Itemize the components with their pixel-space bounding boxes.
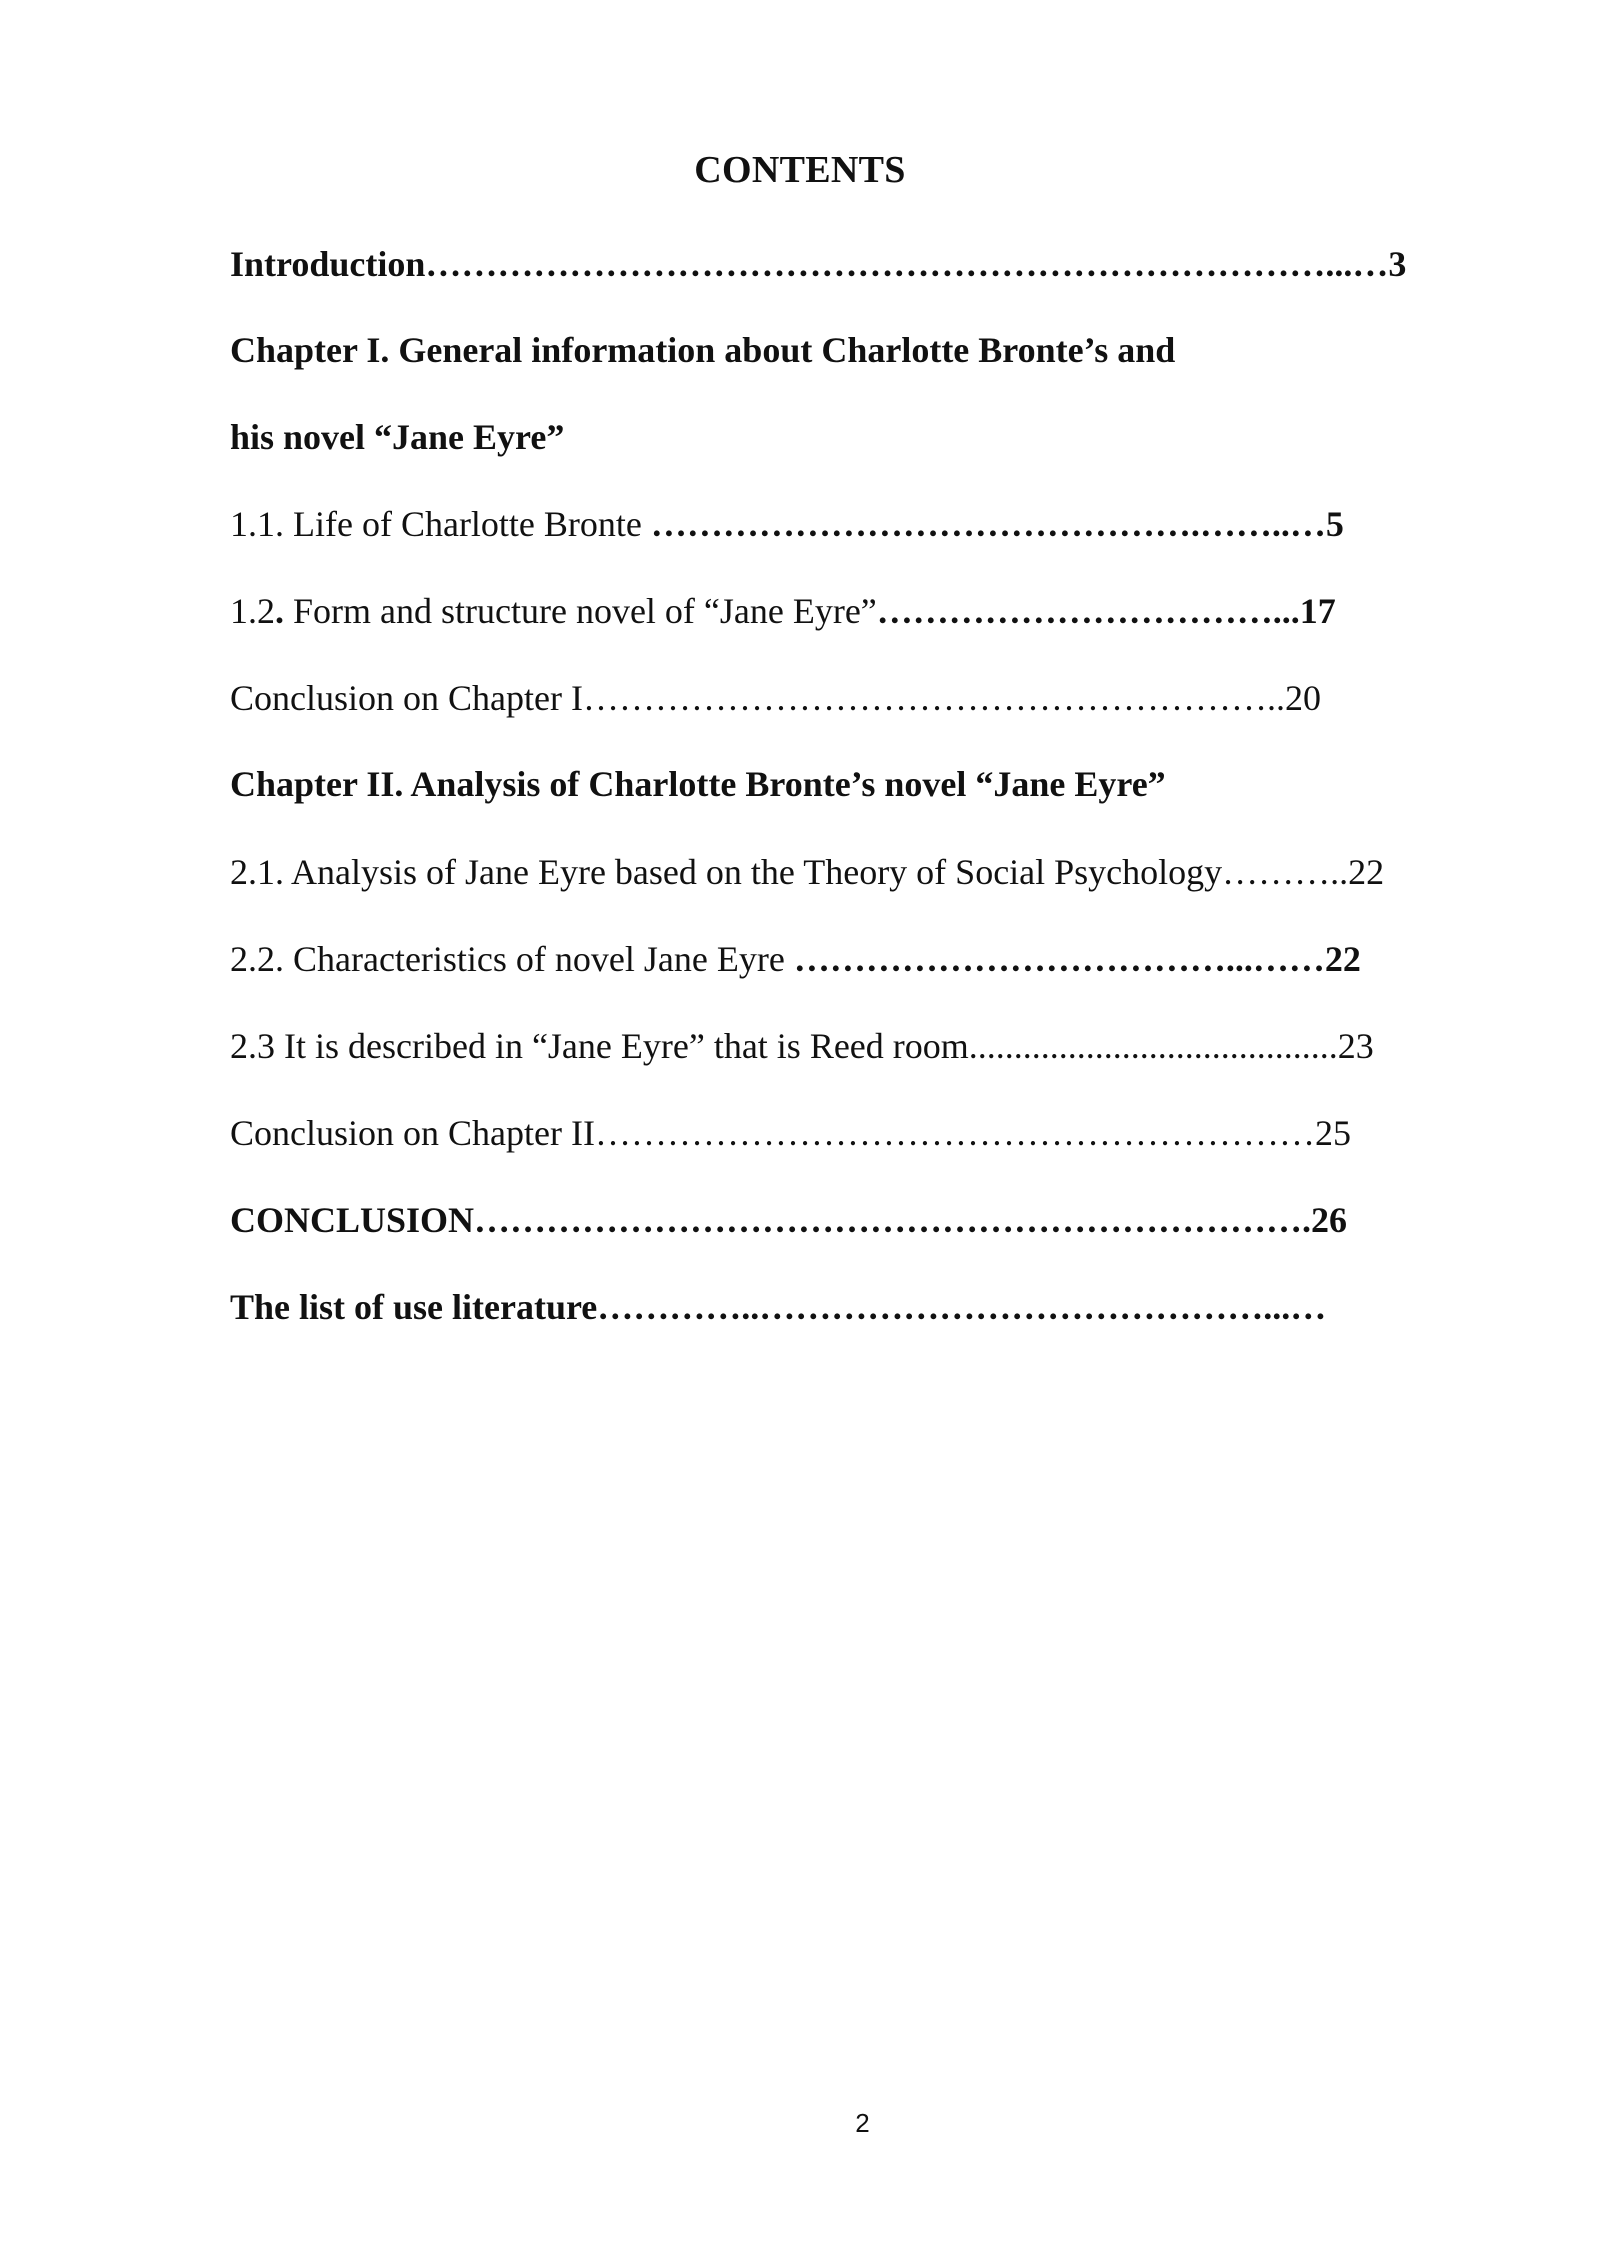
toc-entry-1-1-leader: ……………………………………….……..…5 <box>650 504 1344 544</box>
toc-entry-conclusion-chapter-2: Conclusion on Chapter II……………………………………………………25 <box>230 1113 1351 1153</box>
page-number: 2 <box>855 2108 870 2138</box>
toc-entry-chapter-2: Chapter II. Analysis of Charlotte Bronte’s novel “Jane Eyre” <box>230 764 1166 804</box>
toc-entry-2-3: 2.3 It is described in “Jane Eyre” that is Reed room.........................................23 <box>230 1026 1374 1066</box>
toc-entry-2-2-text: 2.2. Characteristics of novel Jane Eyre <box>230 939 794 979</box>
toc-entry-conclusion-chapter-1: Conclusion on Chapter I…………………………………………………..20 <box>230 678 1321 718</box>
toc-entry-2-2 <box>230 937 1361 981</box>
toc-entry-2-1: 2.1. Analysis of Jane Eyre based on the Theory of Social Psychology………..22 <box>230 852 1385 892</box>
toc-entry-1-2-number: 1.2 <box>230 591 275 631</box>
page-title: CONTENTS <box>694 149 906 191</box>
toc-entry-1-1 <box>230 502 1344 546</box>
toc-entry-introduction: Introduction…………………………………………………………………...…3 <box>230 244 1407 284</box>
toc-entry-2-2-leader: ………………………………...……22 <box>793 939 1361 979</box>
toc-entry-chapter-1-line-1: Chapter I. General information about Charlotte Bronte’s and <box>230 330 1176 370</box>
toc-entry-1-2-dot: . <box>275 591 284 631</box>
toc-entry-chapter-1-line-2: his novel “Jane Eyre” <box>230 417 565 457</box>
toc-entry-1-2 <box>230 589 1336 633</box>
toc-entry-literature: The list of use literature…………..……………………………………...… <box>230 1287 1327 1327</box>
toc-entry-1-2-leader: ……………………………...17 <box>876 591 1336 631</box>
toc-entry-1-1-text: 1.1. Life of Charlotte Bronte <box>230 504 651 544</box>
toc-entry-conclusion: CONCLUSION…………………………………………………………….26 <box>230 1200 1348 1240</box>
toc-entry-1-2-text: Form and structure novel of “Jane Eyre” <box>284 591 877 631</box>
